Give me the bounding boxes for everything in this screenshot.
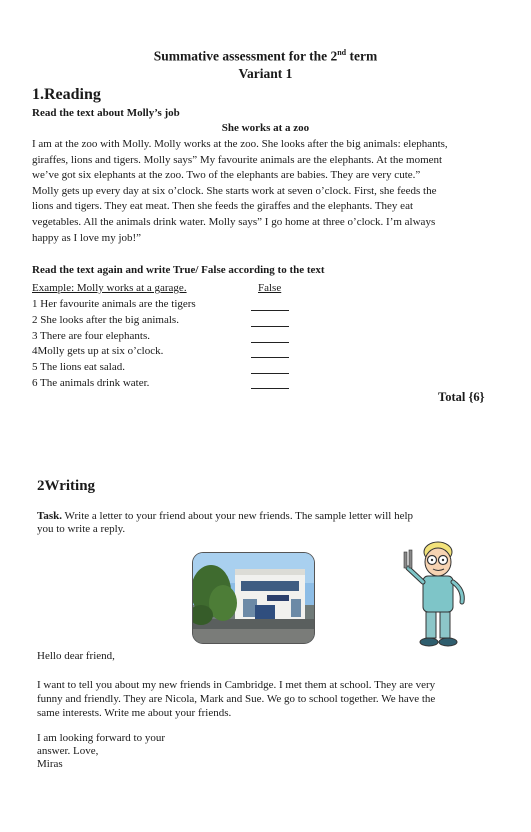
reading-heading: 1.Reading bbox=[32, 86, 101, 103]
letter-closing bbox=[37, 732, 165, 771]
reading-text-line: vegetables. All the animals drink water. Molly says” I go home at three o’clock. I’m always bbox=[32, 215, 436, 228]
task-text: Write a letter to your friend about your new friends. The sample letter will help bbox=[61, 510, 414, 522]
answer-blank-6[interactable] bbox=[251, 388, 289, 389]
reading-text bbox=[32, 137, 502, 246]
question-item: 3 There are four elephants. bbox=[32, 329, 150, 342]
question-item: 6 The animals drink water. bbox=[32, 376, 150, 389]
writing-task bbox=[37, 510, 477, 536]
answer-blank-4[interactable] bbox=[251, 357, 289, 358]
letter-body-line: funny and friendly. They are Nicola, Mark and Sue. We go to school together. We have the bbox=[37, 693, 436, 705]
reading-text-line: I am at the zoo with Molly. Molly works at the zoo. She looks after the big animals: elephants, bbox=[32, 138, 448, 150]
writing-heading: 2Writing bbox=[37, 478, 96, 494]
letter-closing-line: answer. Love, bbox=[37, 745, 99, 757]
answer-blank-1[interactable] bbox=[251, 310, 289, 311]
answer-blank-5[interactable] bbox=[251, 373, 289, 374]
example-statement: Example: Molly works at a garage. bbox=[32, 282, 187, 294]
reading-subheading: Read the text about Molly’s job bbox=[32, 107, 180, 119]
story-title: She works at a zoo bbox=[221, 122, 310, 134]
reading-text-line: happy as I love my job!” bbox=[32, 231, 142, 244]
letter-signature: Miras bbox=[37, 758, 63, 770]
question-item: 2 She looks after the big animals. bbox=[32, 313, 179, 326]
true-false-instruction: Read the text again and write True/ False according to the text bbox=[32, 264, 325, 276]
question-list bbox=[32, 297, 196, 392]
school-building-photo bbox=[193, 553, 314, 643]
letter-body-line: I want to tell you about my new friends in Cambridge. I met them at school. They are very bbox=[37, 679, 436, 691]
variant-label: Variant 1 bbox=[238, 66, 293, 81]
answer-blank-3[interactable] bbox=[251, 342, 289, 343]
reading-text-line: lions and tigers. They eat meat. Then she feeds the giraffes and the elephants. They eat bbox=[32, 200, 414, 213]
professor-cartoon bbox=[398, 538, 476, 650]
question-item: 1 Her favourite animals are the tigers bbox=[32, 298, 196, 310]
question-item: 5 The lions eat salad. bbox=[32, 361, 125, 374]
reading-text-line: we’ve got six elephants at the zoo. Two of the elephants are babies. They are very cute.” bbox=[32, 169, 421, 182]
task-label: Task. bbox=[37, 510, 62, 522]
letter-body-line: same interests. Write me about your friends. bbox=[37, 707, 232, 719]
answer-blank-2[interactable] bbox=[251, 326, 289, 327]
task-text-line2: you to write a reply. bbox=[37, 523, 126, 535]
example-answer: False bbox=[258, 282, 282, 294]
cartoon-man-image bbox=[398, 538, 476, 650]
letter-body bbox=[37, 678, 509, 720]
letter-closing-line: I am looking forward to your bbox=[37, 732, 165, 744]
reading-text-line: Molly gets up every day at six o’clock. She starts work at seven o’clock. First, she feeds the bbox=[32, 184, 437, 197]
title-superscript: nd bbox=[337, 48, 347, 57]
reading-text-line: giraffes, lions and tigers. Molly says” My favourite animals are the elephants. At the moment bbox=[32, 153, 443, 166]
assessment-title: Summative assessment for the 2nd term bbox=[153, 48, 378, 64]
question-item: 4Molly gets up at six o’clock. bbox=[32, 345, 164, 358]
school-building-image bbox=[193, 553, 314, 643]
reading-total: Total {6} bbox=[438, 390, 485, 404]
letter-greeting: Hello dear friend, bbox=[37, 650, 115, 662]
